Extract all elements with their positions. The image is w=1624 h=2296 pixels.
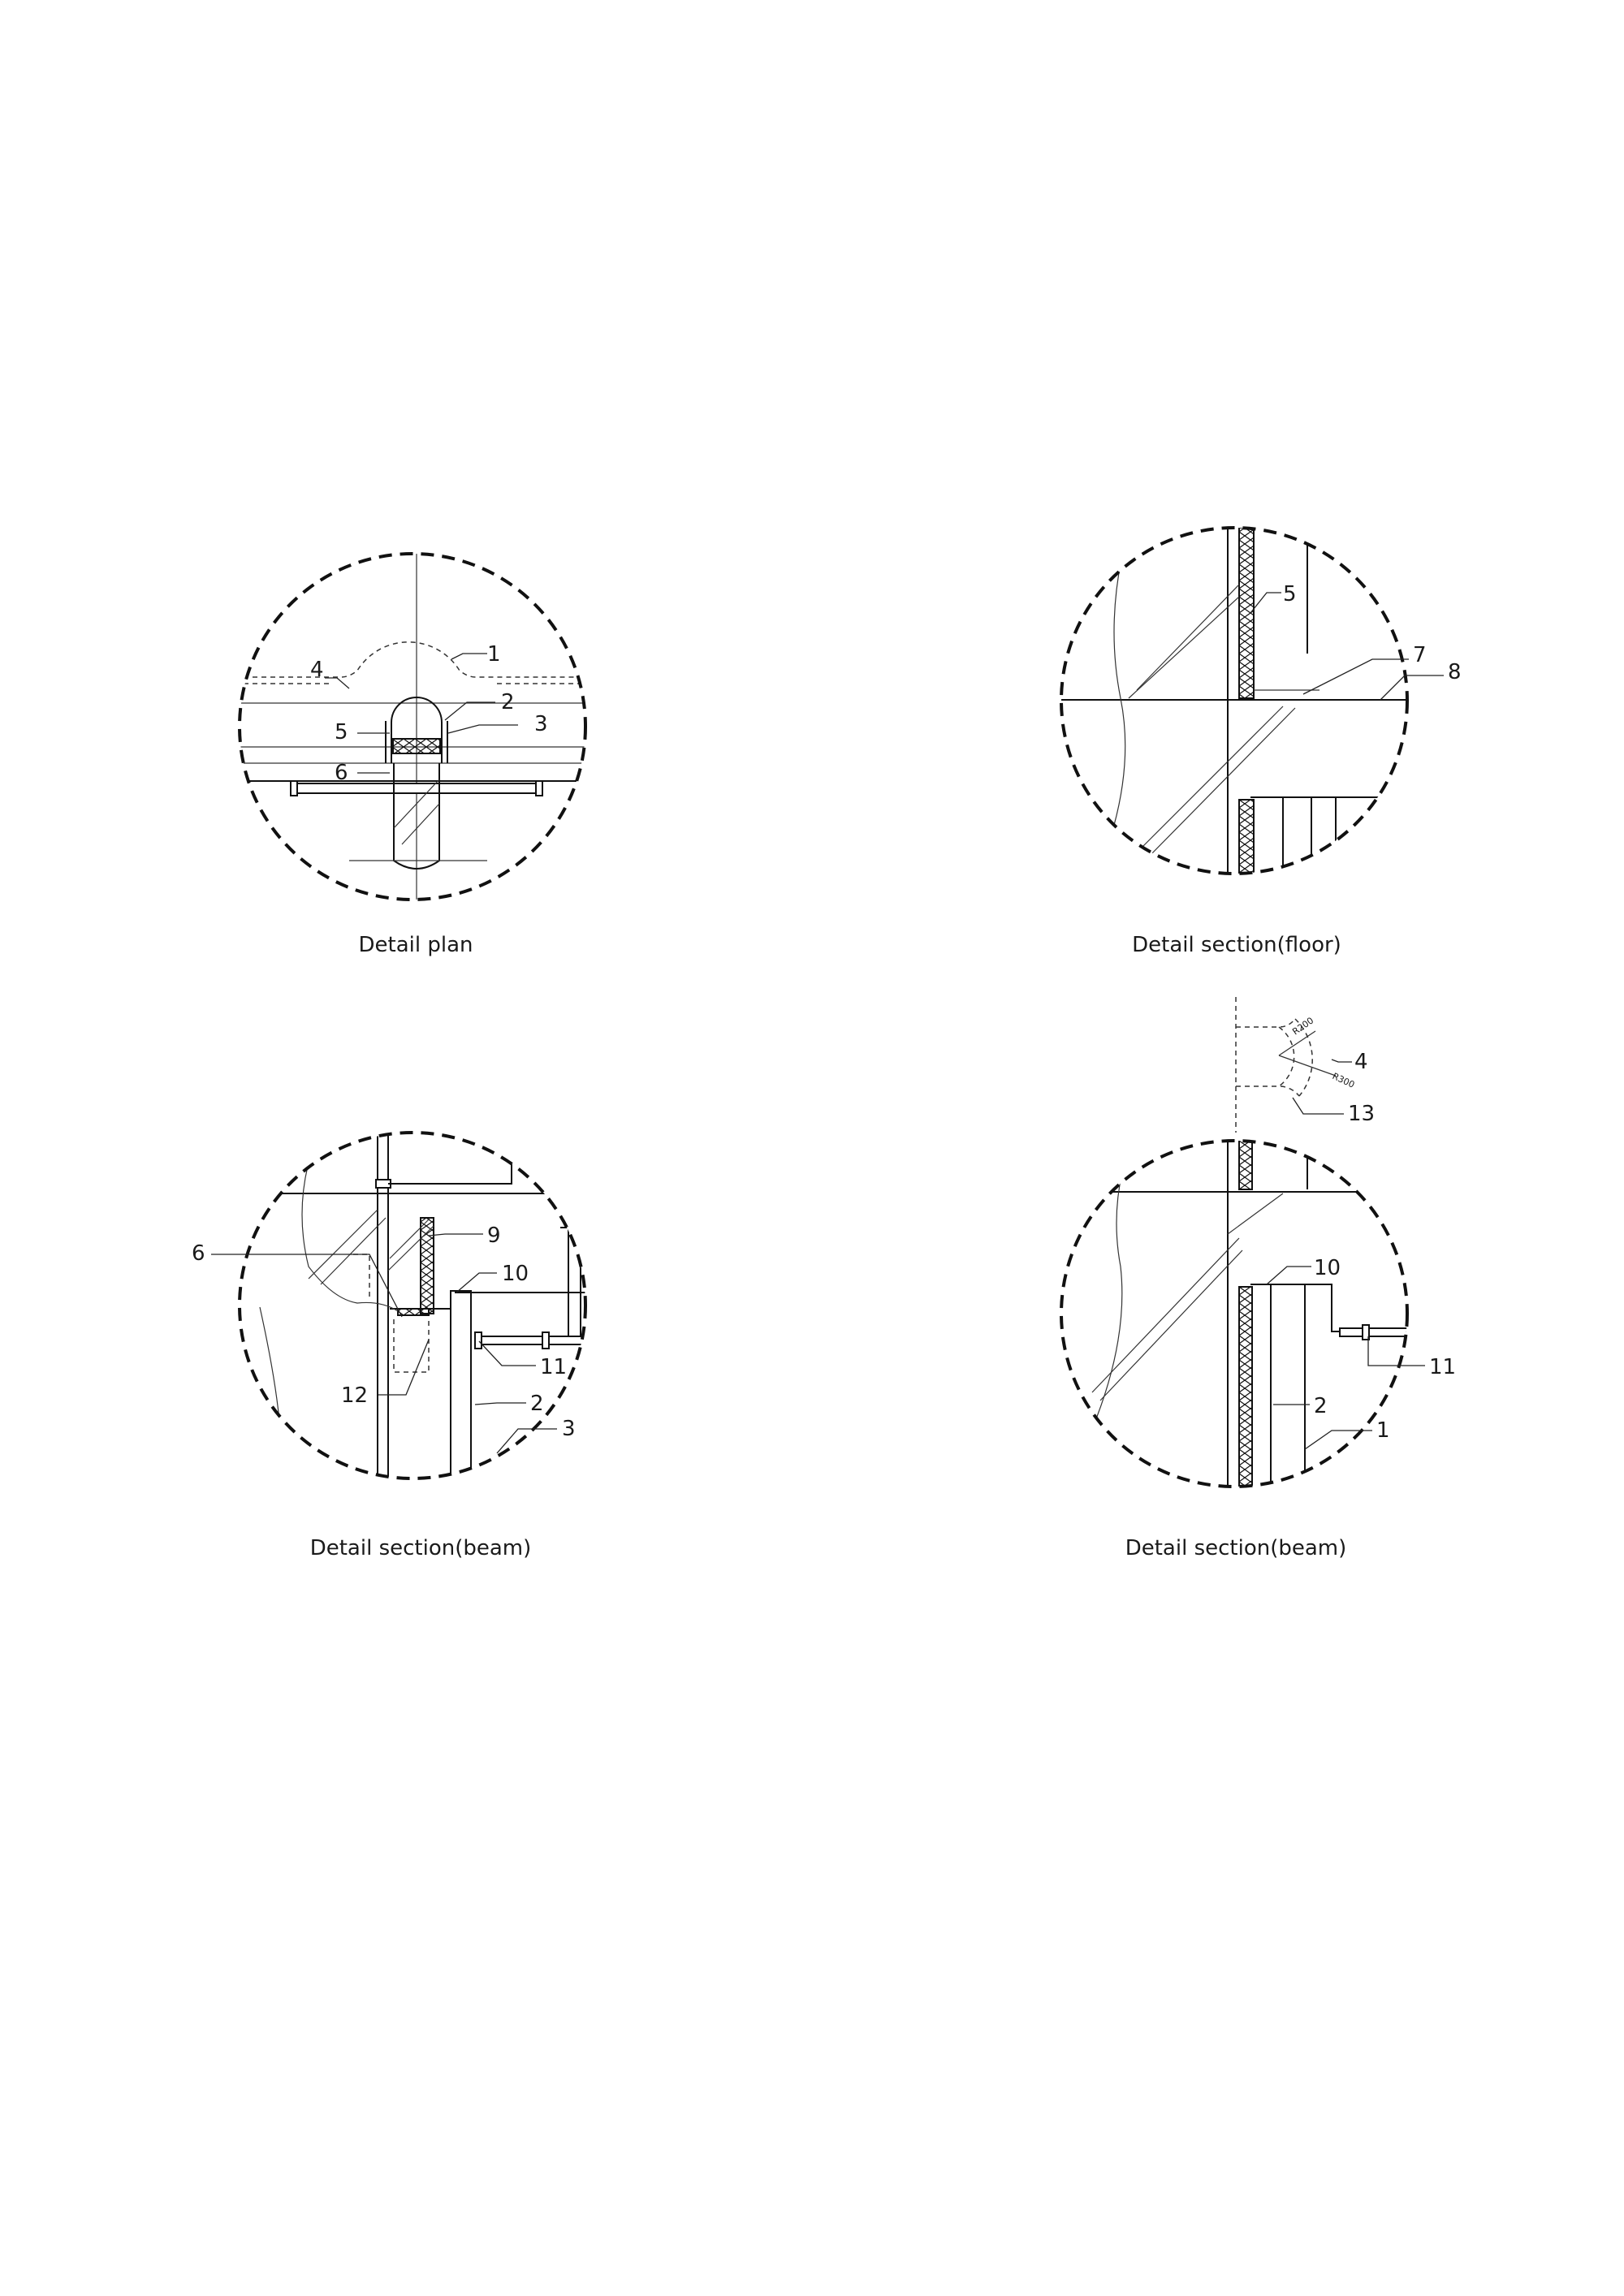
detail-plan-panel: [235, 520, 593, 957]
callout-1: 1: [1376, 1418, 1390, 1443]
callout-12: 12: [341, 1383, 369, 1408]
detail-section-beam-right-panel: [1047, 997, 1456, 1560]
radius-label-r300: R300: [1330, 1070, 1357, 1090]
detail-plan-caption: Detail plan: [358, 933, 473, 957]
callout-5: 5: [1283, 582, 1297, 606]
callout-11: 11: [540, 1355, 568, 1379]
callout-2: 2: [501, 690, 515, 714]
detail-section-beam-left-panel: [192, 1129, 601, 1560]
callout-9: 9: [487, 1224, 501, 1248]
callout-10: 10: [502, 1262, 529, 1286]
detail-section-beam-left-caption: Detail section(beam): [309, 1536, 532, 1560]
detail-section-floor-caption: Detail section(floor): [1132, 933, 1341, 957]
callout-6: 6: [335, 761, 348, 785]
detail-section-beam-right-caption: Detail section(beam): [1125, 1536, 1347, 1560]
radius-key-diagram: [1236, 997, 1375, 1133]
callout-1: 1: [487, 642, 501, 667]
callout-11: 11: [1429, 1355, 1457, 1379]
callout-7: 7: [1413, 643, 1427, 667]
detail-section-floor-panel: [1047, 520, 1462, 957]
callout-6: 6: [192, 1241, 205, 1266]
callout-3: 3: [534, 712, 548, 736]
callout-5: 5: [335, 720, 348, 744]
callout-8: 8: [1448, 660, 1462, 684]
callout-2: 2: [1314, 1394, 1328, 1418]
callout-4: 4: [1354, 1050, 1368, 1074]
detail-section-beam-right-linework: [1047, 1133, 1429, 1494]
callout-3: 3: [562, 1417, 576, 1441]
callout-2: 2: [530, 1392, 544, 1416]
callout-4: 4: [310, 658, 324, 682]
detail-section-floor-linework: [1047, 520, 1429, 897]
callout-10: 10: [1314, 1256, 1341, 1280]
radius-label-r200: R200: [1290, 1015, 1316, 1038]
callout-13: 13: [1348, 1102, 1376, 1126]
